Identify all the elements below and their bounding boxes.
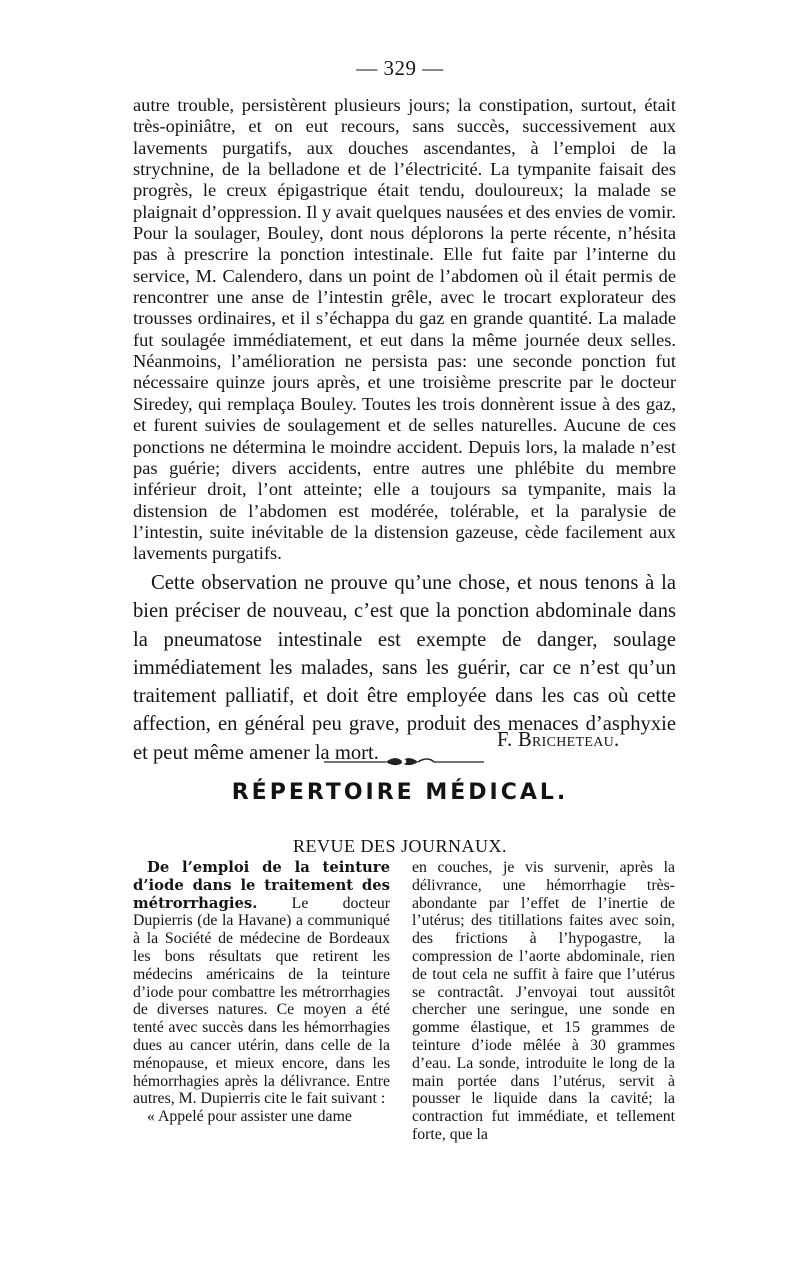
review-entry-title: De l’emploi de la teinture d’iode dans le traitement des métrorrhagies. xyxy=(133,859,390,912)
page-number: — 329 — xyxy=(356,56,444,80)
review-left-column xyxy=(133,859,390,1126)
ornamental-divider-icon xyxy=(320,754,488,768)
review-quote-start: « Appelé pour assister une dame xyxy=(147,1108,352,1126)
review-entry-body: Le docteur Dupierris (de la Havane) a communiqué à la Société de médecine de Bordeaux les bons résultats que retirent les médecins américains de la teinture d’iode pour combattre les métrorrhagies de diverses natures. Ce moyen a été tenté avec succès dans les hémorrhagies dues au cancer utérin, dans celle de la ménopause, et mieux encore, dans les hémorrhagies après la délivrance. Entre autres, M. Dupierris cite le fait suivant : xyxy=(133,894,390,1108)
article-paragraph-1: autre trouble, persistèrent plusieurs jours; la constipation, surtout, était très-opiniâtre, et on eut recours, sans succès, successivement aux lavements purgatifs, aux douches ascendantes, à l’emploi de la strychnine, de la belladone et de l’électricité. La tympanite faisait des progrès, le creux épigastrique était tendu, douloureux; la malade se plaignait d’oppression. Il y avait quelques nausées et des envies de vomir. Pour la soulager, Bouley, dont nous déplorons la perte récente, n’hésita pas à prescrire la ponction intestinale. Elle fut faite par l’interne du service, M. Calendero, dans un point de l’abdomen où il était permis de rencontrer une anse de l’intestin grêle, avec le trocart explorateur des trousses ordinaires, et il s’échappa du gaz en grande quantité. La malade fut soulagée immédiatement, et eut dans la même journée deux selles. Néanmoins, l’amélioration ne persista pas: une seconde ponction fut nécessaire quinze jours après, et une troisième prescrite par le docteur Siredey, qui remplaça Bouley. Toutes les trois donnèrent issue à des gaz, et furent suivies de soulagement et de selles naturelles. Aucune de ces ponctions ne détermina le moindre accident. Depuis lors, la malade n’est pas guérie; divers accidents, entre autres une phlébite du membre inférieur droit, l’ont atteinte; elle a toujours sa tympanite, mais la distension de l’abdomen est modérée, tolérable, et la paralysie de l’intestin, suite inévitable de la distension gazeuse, cède facilement aux lavements purgatifs. xyxy=(133,95,676,564)
review-right-column xyxy=(412,859,675,1144)
subsection-heading: REVUE DES JOURNAUX. xyxy=(292,836,507,856)
section-heading: RÉPERTOIRE MÉDICAL. xyxy=(231,780,569,805)
review-entry-continuation: en couches, je vis survenir, après la délivrance, une hémorrhagie très-abondante par l’effet de l’inertie de l’utérus; des titillations faites avec soin, des frictions à l’hypogastre, la compression de l’aorte abdominale, rien de tout cela ne suffit à faire que l’utérus se contractât. J’envoyai tout aussitôt chercher une seringue, une sonde en gomme élastique, et 15 grammes de teinture d’iode mêlée à 30 grammes d’eau. La sonde, introduite le long de la main portée dans l’utérus, servit à pousser le liquide dans la cavité; la contraction fut immédiate, et tellement forte, que la xyxy=(412,859,675,1143)
article-paragraph-2: Cette observation ne prouve qu’une chose, et nous tenons à la bien préciser de nouveau, c’est que la ponction abdominale dans la pneumatose intestinale est exempte de danger, soulage immédiatement les malades, sans les guérir, car ce n’est qu’un traitement palliatif, et doit être employée dans les cas où cette affection, en général peu grave, produit des menaces d’asphyxie et peut même amener la mort. xyxy=(133,572,676,764)
author-signature: F. Bricheteau. xyxy=(497,729,620,751)
review-entry xyxy=(133,859,390,1108)
